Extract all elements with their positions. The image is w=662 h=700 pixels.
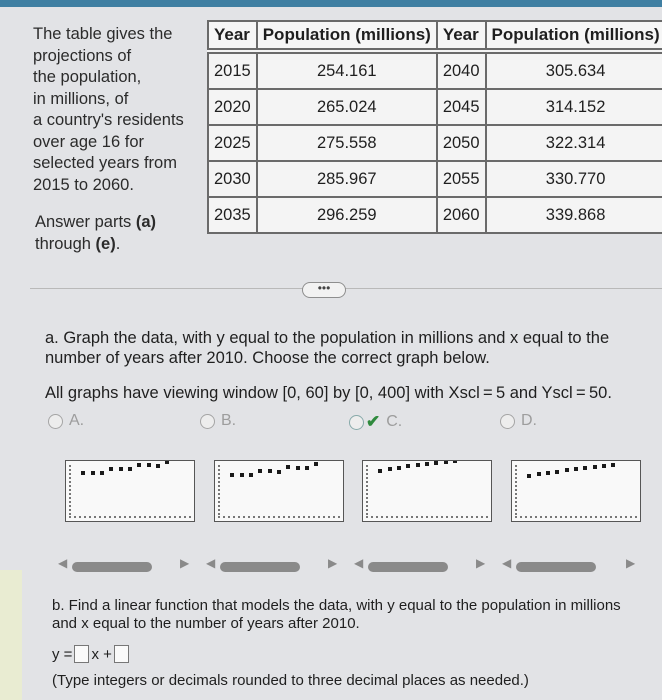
table-cell: 2035 [208,197,257,233]
graph-c-scrollbar[interactable] [368,562,448,572]
scroll-left-icon[interactable]: ◀ [58,556,68,570]
intro-line: selected years from [33,154,177,172]
table-cell: 2040 [437,53,486,89]
intro-line: a country's residents [33,111,184,129]
graph-option-a[interactable] [65,460,195,522]
graph-point [593,465,597,469]
table-cell: 2030 [208,161,257,197]
left-edge-strip [0,570,22,700]
option-label: C. [386,413,403,430]
graph-x-axis [218,516,340,518]
table-row [208,89,662,125]
graph-point [91,471,95,475]
scroll-right-icon[interactable]: ▶ [328,556,338,570]
graph-point [583,466,587,470]
graph-y-axis [366,465,368,517]
scroll-right-icon[interactable]: ▶ [180,556,190,570]
graph-point [100,471,104,475]
graph-point [249,473,253,477]
graph-a-scrollbar[interactable] [72,562,152,572]
scroll-thumb[interactable] [368,562,448,572]
graph-point [128,467,132,471]
graph-point [156,464,160,468]
graph-point [397,466,401,470]
graph-option-b[interactable] [214,460,344,522]
scroll-thumb[interactable] [516,562,596,572]
table-row [208,53,662,89]
intro-line: the population, [33,68,142,86]
scroll-thumb[interactable] [220,562,300,572]
scroll-right-icon[interactable]: ▶ [626,556,636,570]
option-d[interactable] [500,412,537,430]
graph-x-axis [515,516,637,518]
graph-point [165,460,169,464]
table-cell: 285.967 [257,161,437,197]
table-cell: 330.770 [486,161,662,197]
table-row [208,197,662,233]
radio-button-selected[interactable] [349,415,364,430]
population-table [207,20,662,234]
radio-button[interactable] [500,414,515,429]
linear-function-equation [52,645,131,663]
table-header: Year [437,21,486,49]
graph-point [416,463,420,467]
graph-point [537,472,541,476]
graph-d-scrollbar[interactable] [516,562,596,572]
answer-part-e: (e) [95,234,116,253]
option-b[interactable] [200,412,236,430]
graph-point [434,461,438,465]
graph-point [240,473,244,477]
graph-x-axis [69,516,191,518]
table-header-row [208,21,662,49]
problem-intro [33,24,193,196]
expand-more-button[interactable]: ••• [302,282,346,298]
graph-point [81,471,85,475]
table-header: Population (millions) [486,21,662,49]
intro-line: over age 16 for [33,132,144,151]
graph-point [378,469,382,473]
intro-line: 2015 to 2060. [33,175,134,194]
scroll-left-icon[interactable]: ◀ [206,556,216,570]
scroll-thumb[interactable] [72,562,152,572]
graph-point [296,466,300,470]
graph-point [268,469,272,473]
table-header: Population (millions) [257,21,437,49]
graph-point [388,467,392,471]
graph-point [258,469,262,473]
table-row [208,161,662,197]
option-label: A. [69,412,85,429]
intro-line: The table gives the [33,25,173,43]
table-cell: 314.152 [486,89,662,125]
answer-parts-note [35,212,195,255]
table-cell: 2060 [437,197,486,233]
answer-part-a: (a) [135,213,157,231]
intro-line: in millions, of [33,89,129,108]
slope-input[interactable] [74,645,89,663]
table-cell: 296.259 [257,197,437,233]
graph-point [565,468,569,472]
option-c[interactable] [349,412,402,432]
graph-point [527,474,531,478]
table-header: Year [208,21,257,49]
scroll-right-icon[interactable]: ▶ [476,556,486,570]
table-cell: 265.024 [257,89,437,125]
graph-option-d[interactable] [511,460,641,522]
graph-y-axis [69,465,71,517]
table-cell: 322.314 [486,125,662,161]
graph-point [305,466,309,470]
table-cell: 2050 [437,125,486,161]
graph-point [286,465,290,469]
table-cell: 2015 [208,53,257,89]
answer-text: through [35,234,96,253]
graph-y-axis [515,465,517,517]
radio-button[interactable] [200,414,215,429]
answer-text: . [115,234,121,253]
graph-b-scrollbar[interactable] [220,562,300,572]
table-cell: 275.558 [257,125,437,161]
top-band [0,0,662,7]
section-divider [30,288,662,289]
table-cell: 2055 [437,161,486,197]
graph-point [555,470,559,474]
intro-line: projections of [33,46,132,65]
correct-check-icon: ✔ [366,412,381,431]
table-cell: 305.634 [486,53,662,89]
graph-x-axis [366,516,488,518]
answer-text: Answer parts [35,213,136,231]
option-label: B. [221,412,237,429]
graph-point [462,460,466,461]
scroll-left-icon[interactable]: ◀ [354,556,364,570]
table-cell: 339.868 [486,197,662,233]
intercept-input[interactable] [114,645,129,663]
graph-point [406,464,410,468]
eq-mid: x + [91,645,112,663]
graph-point [314,462,318,466]
viewing-window-note: All graphs have viewing window [0, 60] by [0, 400] with Xscl = 5 and Yscl = 50. [45,384,612,402]
graph-option-c[interactable] [362,460,492,522]
scroll-left-icon[interactable]: ◀ [502,556,512,570]
graph-point [425,462,429,466]
option-a[interactable] [48,412,84,430]
graph-point [444,460,448,464]
table-cell: 2025 [208,125,257,161]
graph-y-axis [218,465,220,517]
graph-point [453,460,457,463]
rounding-hint: (Type integers or decimals rounded to three decimal places as needed.) [52,672,529,689]
radio-button[interactable] [48,414,63,429]
table-cell: 254.161 [257,53,437,89]
part-b-question: b. Find a linear function that models the data, with y equal to the population in millions and x equal to the number of years after 2010. [52,597,621,632]
graph-point [611,463,615,467]
eq-prefix: y = [52,645,73,663]
table-cell: 2020 [208,89,257,125]
graph-point [277,470,281,474]
graph-point [602,464,606,468]
graph-point [546,471,550,475]
table-cell: 2045 [437,89,486,125]
part-a-question: a. Graph the data, with y equal to the population in millions and x equal to the number of years after 2010. Choose the correct graph below. [45,329,610,367]
graph-point [119,467,123,471]
graph-point [230,473,234,477]
table-row [208,125,662,161]
graph-point [137,463,141,467]
option-label: D. [521,412,537,429]
graph-point [109,467,113,471]
graph-point [574,467,578,471]
graph-point [147,463,151,467]
